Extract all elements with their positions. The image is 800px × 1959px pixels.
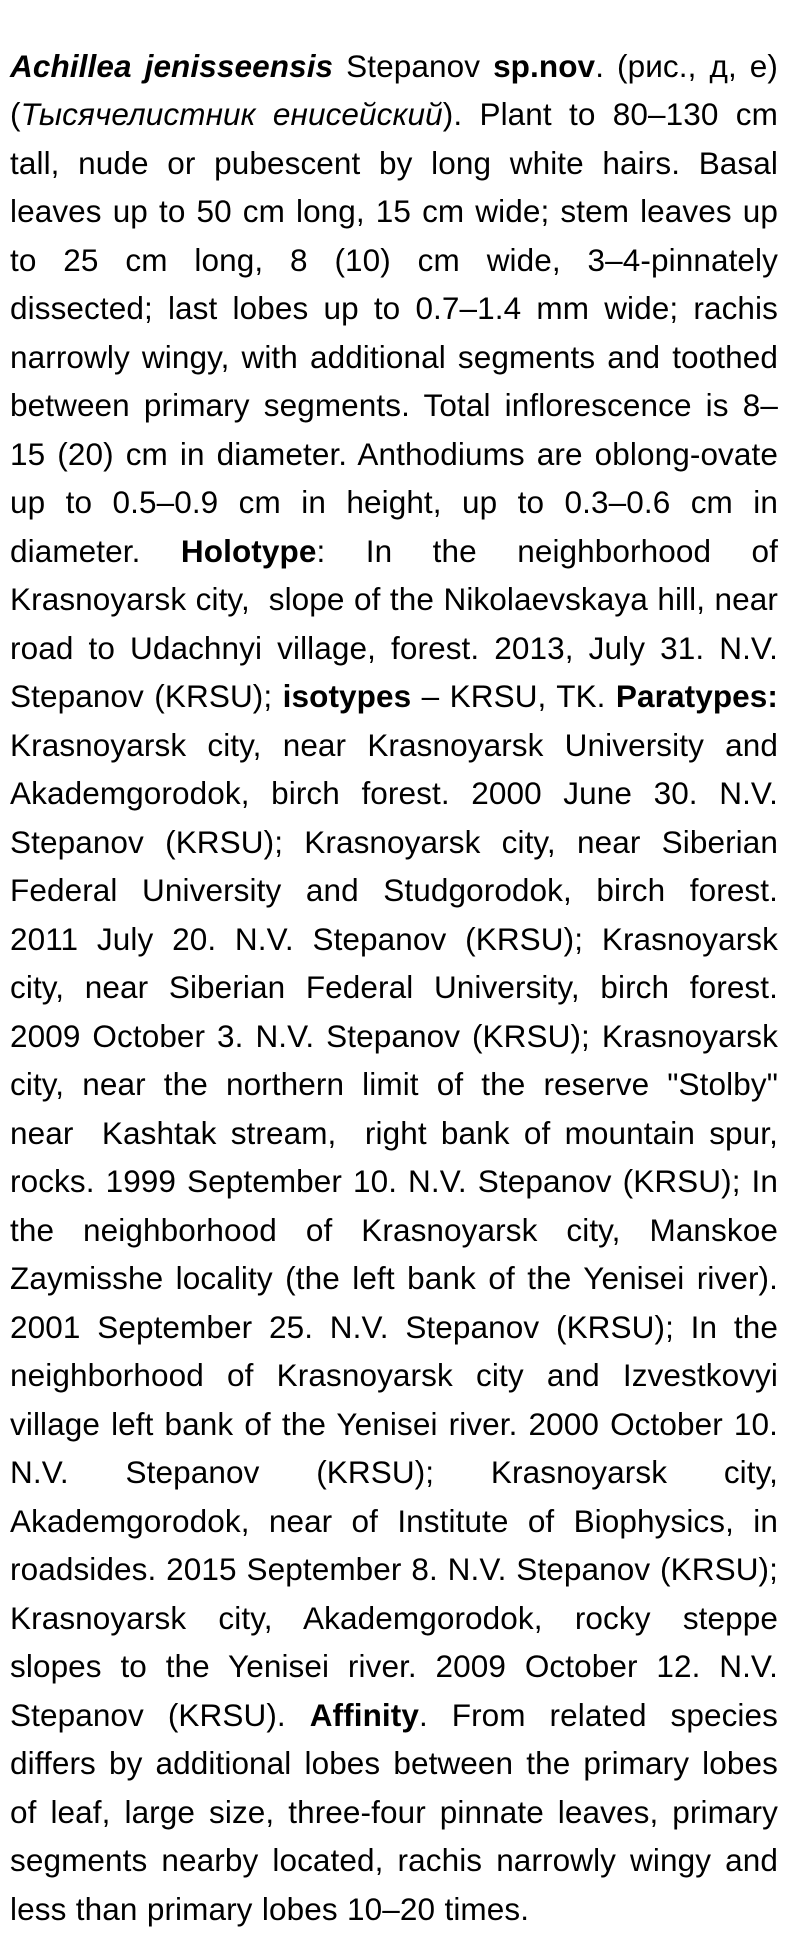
text-run-bold: sp.nov — [493, 47, 596, 84]
text-run-plain: Stepanov — [333, 47, 494, 84]
text-run-plain: : In the neighborhood of Krasnoyarsk city, slope of the Nikolaevskaya hill, near road to Udachnyi village, forest. 2013, July 31. N.V. Stepanov (KRSU); — [10, 532, 788, 714]
text-run-bold: Paratypes: — [615, 678, 779, 714]
text-run-bold-italic: Achillea jenisseensis — [10, 47, 334, 84]
text-run-plain: – KRSU, TK. — [411, 678, 616, 714]
text-run-bold: Holotype — [180, 532, 317, 569]
text-run-bold: isotypes — [282, 678, 412, 714]
text-run-bold: Affinity — [309, 1696, 419, 1733]
species-description-paragraph — [10, 42, 788, 1934]
text-run-plain: . (рис., д, е) ( — [10, 47, 788, 132]
text-run-plain: . From related species differs by additional lobes between the primary lobes of leaf, large size, three-four pinnate leaves, primary segments nearby located, rachis narrowly wingy and less than primary lobes 10–20 times. — [10, 1696, 788, 1927]
text-run-plain: ). Plant to 80–130 cm tall, nude or pubescent by long white hairs. Basal leaves up to 50 cm long, 15 cm wide; stem leaves up to 25 cm long, 8 (10) cm wide, 3–4-pinnately dissected; last lobes up to 0.7–1.4 mm wide; rachis narrowly wingy, with additional segments and toothed between primary segments. Total inflorescence is 8–15 (20) cm in diameter. Anthodiums are oblong-ovate up to 0.5–0.9 cm in height, up to 0.3–0.6 cm in diameter. — [10, 96, 788, 569]
text-run-italic: Тысячелистник енисейский — [20, 96, 443, 132]
text-run-plain: Krasnoyarsk city, near Krasnoyarsk University and Akademgorodok, birch forest. 2000 June 30. N.V. Stepanov (KRSU); Krasnoyarsk city, near Siberian Federal University and Studgorodok, birch forest. 2011 July 20. N.V. Stepanov (KRSU); Krasnoyarsk city, near Siberian Federal University, birch forest. 2009 October 3. N.V. Stepanov (KRSU); Krasnoyarsk city, near the northern limit of the reserve "Stolby" near Kashtak stream, right bank of mountain spur, rocks. 1999 September 10. N.V. Stepanov (KRSU); In the neighborhood of Krasnoyarsk city, Manskoe Zaymisshe locality (the left bank of the Yenisei river). 2001 September 25. N.V. Stepanov (KRSU); In the neighborhood of Krasnoyarsk city and Izvestkovyi village left bank of the Yenisei river. 2000 October 10. N.V. Stepanov (KRSU); Krasnoyarsk city, Akademgorodok, near of Institute of Biophysics, in roadsides. 2015 September 8. N.V. Stepanov (KRSU); Krasnoyarsk city, Akademgorodok, rocky steppe slopes to the Yenisei river. 2009 October 12. N.V. Stepanov (KRSU). — [10, 678, 788, 1733]
